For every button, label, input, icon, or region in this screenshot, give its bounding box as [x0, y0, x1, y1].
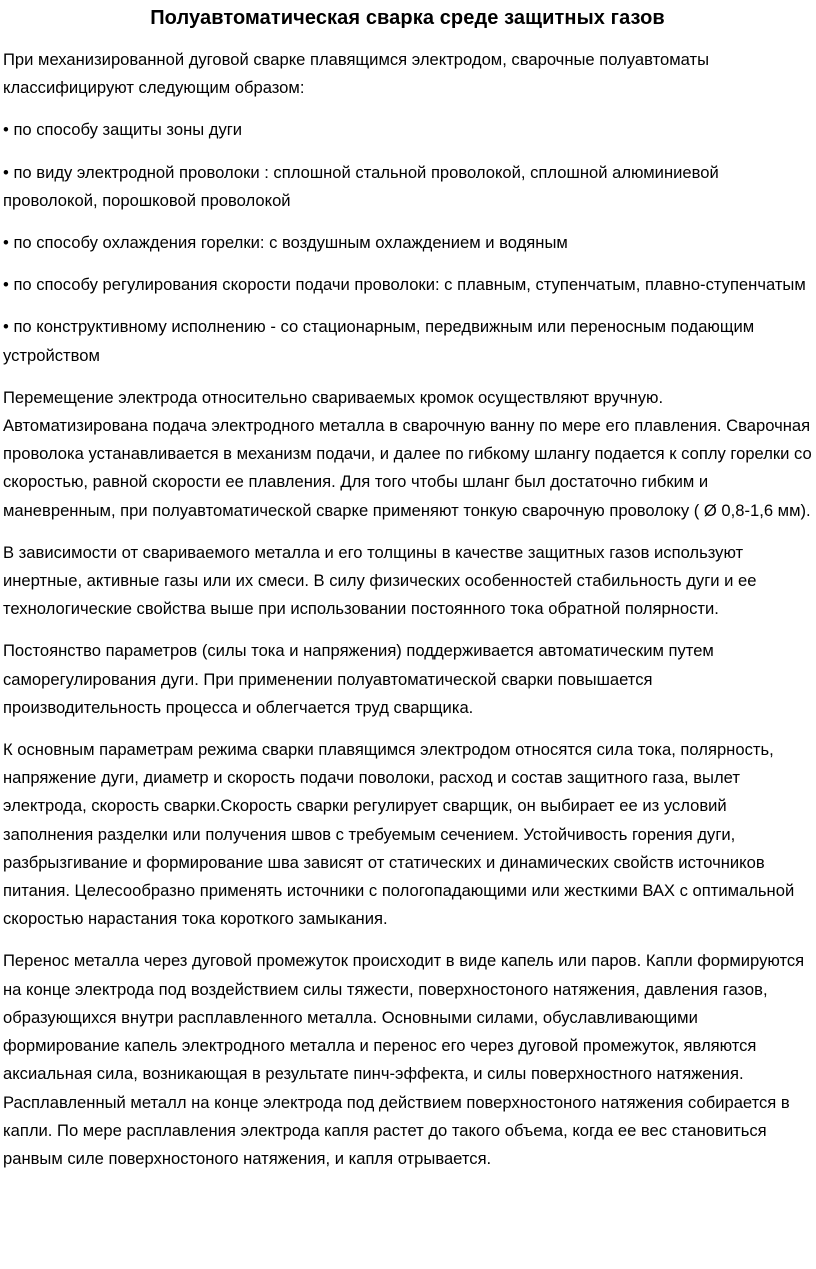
body-paragraph-metal-transfer: Перенос металла через дуговой промежуток происходит в виде капель или паров. Капли формируются на конце электрода под воздействием силы тяжести, поверхностоного натяжения, давления газов, образующихся внутри расплавленного металла. Основными силами, обуславливающими формирование капель электродного металла и перенос его через дуговой промежуток, являются аксиальная сила, возникающая в результате пинч-эффекта, и силы поверхностного натяжения. Расплавленный металл на конце электрода под действием поверхностоного натяжения собирается в капли. По мере расплавления электрода капля растет до такого объема, когда ее вес становиться ранвым силе поверхностоного натяжения, и капля отрывается. [3, 951, 805, 1168]
body-paragraph-arc-self-regulation: Постоянство параметров (силы тока и напряжения) поддерживается автоматическим путем саморегулирования дуги. При применении полуавтоматической сварки повышается производительность процесса и облегчается труд сварщика. [3, 641, 714, 717]
bullet-icon: • [3, 275, 9, 295]
list-item-text: по способу защиты зоны дуги [13, 120, 243, 140]
list-item [3, 159, 812, 215]
list-item [3, 116, 812, 144]
bullet-icon: • [3, 233, 9, 253]
intro-paragraph: При механизированной дуговой сварке плавящимся электродом, сварочные полуавтоматы классифицируют следующим образом: [3, 50, 710, 98]
list-item [3, 271, 812, 299]
classification-list [3, 116, 812, 369]
bullet-icon: • [3, 317, 9, 337]
body-paragraph-shielding-gases: В зависимости от свариваемого металла и его толщины в качестве защитных газов используют инертные, активные газы или их смеси. В силу физических особенностей стабильность дуги и ее технологические свойства выше при использовании постоянного тока обратной полярности. [3, 542, 757, 619]
bullet-icon: • [3, 162, 9, 182]
document-title: Полуавтоматическая сварка среде защитных газов [150, 7, 665, 29]
body-paragraph-welding-parameters: К основным параметрам режима сварки плавящимся электродом относятся сила тока, полярность, напряжение дуги, диаметр и скорость подачи поволоки, расход и состав защитного газа, вылет электрода, скорость сварки.Скорость сварки регулирует сварщик, он выбирает ее из условий заполнения разделки или получения швов с требуемым сечением. Устойчивость горения дуги, разбрызгивание и формирование шва зависят от статических и динамических свойств источников питания. Целесообразно применять источники с пологопадающими или жесткими ВАХ с оптимальной скоростью нарастания тока короткого замыкания. [3, 740, 795, 929]
list-item-text: по конструктивному исполнению - со стационарным, передвижным или переносным подающим устройством [3, 317, 755, 365]
list-item [3, 229, 812, 257]
list-item-text: по виду электродной проволоки : сплошной стальной проволокой, сплошной алюминиевой проволокой, порошковой проволокой [3, 162, 719, 210]
list-item-text: по способу охлаждения горелки: с воздушным охлаждением и водяным [13, 233, 568, 253]
body-paragraph-electrode-movement: Перемещение электрода относительно свариваемых кромок осуществляют вручную. Автоматизирована подача электродного металла в сварочную ванну по мере его плавления. Сварочная проволока устанавливается в механизм подачи, и далее по гибкому шлангу подается к соплу горелки со скоростью, равной скорости ее плавления. Для того чтобы шланг был достаточно гибким и маневренным, при полуавтоматической сварке применяют тонкую сварочную проволоку ( Ø 0,8-1,6 мм). [3, 387, 812, 520]
list-item [3, 313, 812, 369]
list-item-text: по способу регулирования скорости подачи проволоки: с плавным, ступенчатым, плавно-ступенчатым [13, 275, 806, 295]
bullet-icon: • [3, 120, 9, 140]
